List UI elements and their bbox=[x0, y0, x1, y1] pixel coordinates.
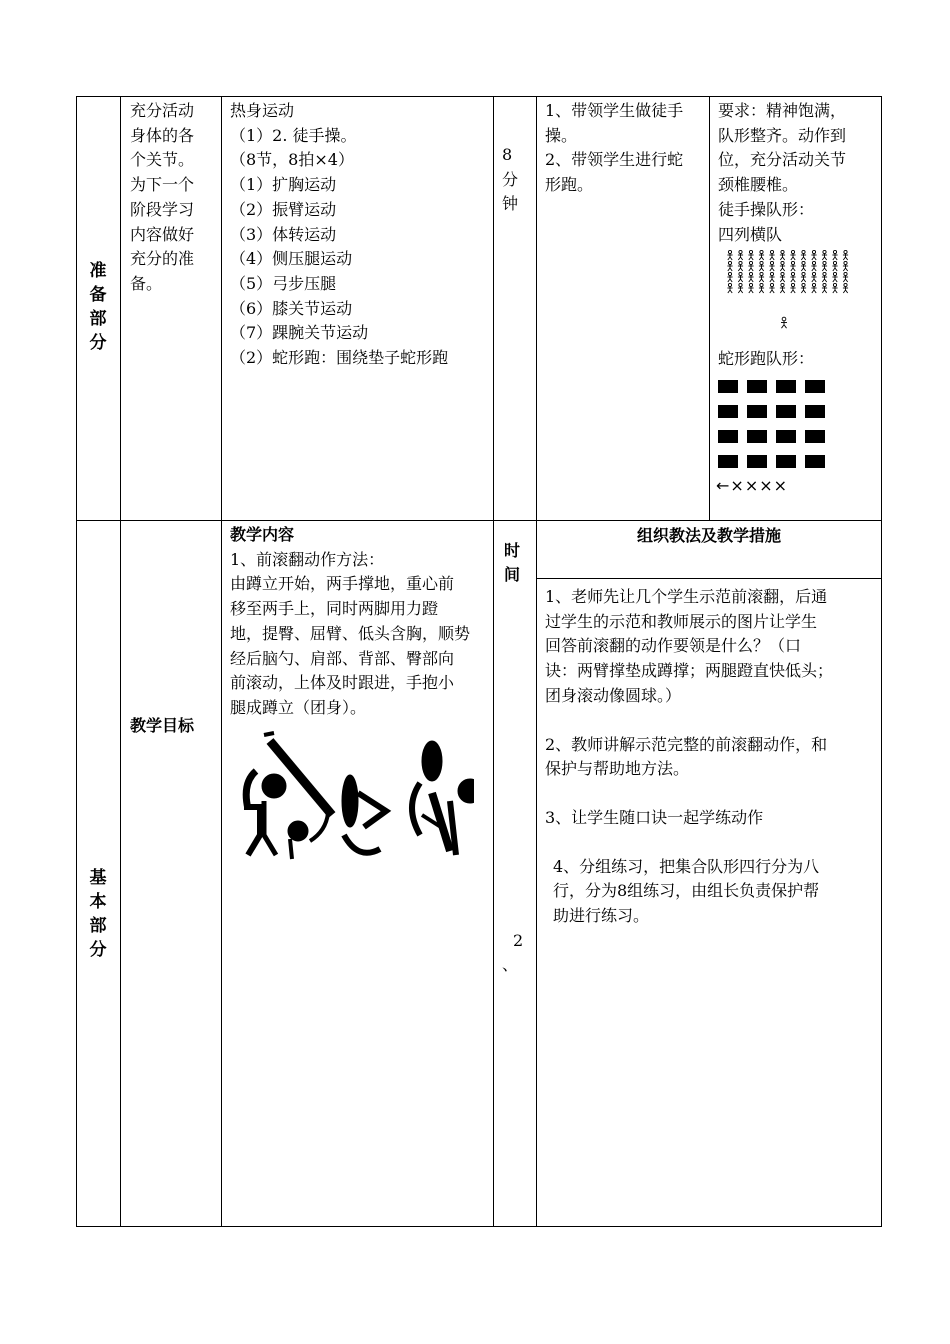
forward-roll-illustration bbox=[234, 731, 474, 866]
time-value: 2 bbox=[513, 931, 524, 950]
student-figure-icon bbox=[822, 272, 827, 282]
content-line: 移至两手上，同时两脚用力蹬 bbox=[230, 599, 439, 619]
student-figure-icon bbox=[769, 272, 774, 282]
prep-time-cell bbox=[493, 96, 537, 521]
mat-square bbox=[718, 455, 738, 468]
student-figure-icon bbox=[781, 317, 787, 328]
method-step-4 bbox=[545, 855, 881, 929]
student-figure-icon bbox=[748, 272, 753, 282]
student-figure-icon bbox=[748, 283, 753, 293]
method-line: 诀：两臂撑垫成蹲撑；两腿蹬直快低头； bbox=[545, 661, 834, 681]
student-figure-icon bbox=[811, 250, 816, 260]
prep-goal-line: 为下一个 bbox=[130, 175, 195, 195]
basic-label-char: 基 bbox=[89, 868, 107, 888]
student-figure-icon bbox=[769, 261, 774, 271]
prep-req-line: 要求：精神饱满， bbox=[718, 101, 847, 120]
student-figure-icon bbox=[843, 283, 848, 293]
student-figure-icon bbox=[759, 283, 764, 293]
mat-square bbox=[805, 430, 825, 443]
prep-content-line: （4）侧压腿运动 bbox=[230, 249, 353, 269]
prep-time-line: 钟 bbox=[502, 194, 519, 214]
basic-method-cell bbox=[536, 578, 882, 1227]
student-figure-icon bbox=[780, 272, 785, 282]
prep-goal-line: 阶段学习 bbox=[130, 199, 195, 219]
prep-content-line: （1）扩胸运动 bbox=[230, 175, 337, 195]
mat-square bbox=[747, 455, 767, 468]
roll-figure-crouch bbox=[244, 771, 286, 855]
formation-diagram bbox=[724, 249, 864, 339]
student-figure-icon bbox=[769, 283, 774, 293]
prep-label-cell bbox=[76, 96, 121, 521]
snake-route-marks: ←×××× bbox=[716, 476, 789, 495]
content-line: 前滚动，上体及时跟进，手抱小 bbox=[230, 673, 455, 693]
mat-square bbox=[805, 380, 825, 393]
prep-label-char: 备 bbox=[89, 285, 107, 305]
student-figure-icon bbox=[832, 261, 837, 271]
prep-time-line: 分 bbox=[502, 169, 519, 189]
mat-square bbox=[718, 380, 738, 393]
goal-heading: 教学目标 bbox=[130, 716, 195, 735]
student-figure-icon bbox=[832, 283, 837, 293]
basic-time-cell bbox=[493, 520, 537, 1227]
mat-square bbox=[718, 405, 738, 418]
prep-goal-line: 备。 bbox=[130, 273, 163, 293]
method-line: 保护与帮助地方法。 bbox=[545, 759, 690, 779]
basic-label-char: 分 bbox=[89, 940, 107, 960]
student-figure-icon bbox=[759, 272, 764, 282]
student-figure-icon bbox=[832, 272, 837, 282]
prep-label-char: 部 bbox=[89, 309, 107, 329]
method-line: 3、让学生随口诀一起学练动作 bbox=[545, 807, 764, 827]
method-line: 行，分为8组练习，由组长负责保护帮 bbox=[553, 881, 820, 901]
prep-content-cell bbox=[221, 96, 494, 521]
prep-content-line: （2）蛇形跑：围绕垫子蛇形跑 bbox=[230, 348, 449, 368]
basic-content-cell bbox=[221, 520, 494, 1227]
student-figure-icon bbox=[769, 250, 774, 260]
student-figure-icon bbox=[780, 261, 785, 271]
content-line: 腿成蹲立（团身）。 bbox=[230, 697, 367, 717]
basic-label-cell bbox=[76, 520, 121, 1227]
prep-method-line: 2、带领学生进行蛇 bbox=[545, 150, 684, 170]
prep-goal-line: 内容做好 bbox=[130, 224, 195, 244]
student-figure-icon bbox=[780, 250, 785, 260]
method-step-3 bbox=[545, 806, 881, 831]
method-step-1 bbox=[545, 585, 881, 709]
prep-label-char: 分 bbox=[89, 333, 107, 353]
content-line: 地，提臀、屈臂、低头含胸，顺势 bbox=[230, 623, 471, 643]
prep-req-line: 四列横队 bbox=[718, 224, 783, 244]
student-figure-icon bbox=[811, 261, 816, 271]
student-figure-icon bbox=[822, 283, 827, 293]
basic-label bbox=[77, 866, 119, 962]
content-line: 由蹲立开始，两手撑地，重心前 bbox=[230, 574, 455, 594]
prep-content-line: （3）体转运动 bbox=[230, 224, 337, 244]
basic-label-char: 部 bbox=[89, 916, 107, 936]
student-figure-icon bbox=[738, 283, 743, 293]
method-line: 1、老师先让几个学生示范前滚翻，后通 bbox=[545, 587, 828, 606]
student-figure-icon bbox=[790, 283, 795, 293]
prep-method-cell bbox=[536, 96, 710, 521]
mat-square bbox=[776, 380, 796, 393]
roll-figure-roll bbox=[342, 775, 386, 853]
student-figure-icon bbox=[727, 250, 732, 260]
student-figure-icon bbox=[738, 261, 743, 271]
time-heading bbox=[504, 539, 520, 587]
prep-req-line: 颈椎腰椎。 bbox=[718, 175, 799, 195]
basic-method-header-cell bbox=[536, 520, 882, 579]
prep-content-line: （5）弓步压腿 bbox=[230, 273, 337, 293]
student-figure-icon bbox=[822, 261, 827, 271]
student-figure-icon bbox=[790, 250, 795, 260]
student-figure-icon bbox=[790, 261, 795, 271]
student-figure-icon bbox=[759, 250, 764, 260]
student-figure-icon bbox=[801, 261, 806, 271]
student-figure-icon bbox=[748, 250, 753, 260]
method-heading: 组织教法及教学措施 bbox=[636, 526, 781, 545]
student-figure-icon bbox=[801, 250, 806, 260]
prep-label bbox=[77, 259, 119, 355]
method-line: 回答前滚翻的动作要领是什么？（口 bbox=[545, 636, 802, 656]
time-heading-char: 间 bbox=[504, 565, 521, 584]
prep-method-line: 1、带领学生做徒手 bbox=[545, 101, 684, 120]
time-mark: 、 bbox=[502, 955, 519, 974]
mat-square bbox=[718, 430, 738, 443]
mat-square bbox=[747, 405, 767, 418]
prep-method-line: 操。 bbox=[545, 125, 578, 145]
mat-square bbox=[747, 380, 767, 393]
mat-square bbox=[747, 430, 767, 443]
method-line: 2、教师讲解示范完整的前滚翻动作，和 bbox=[545, 734, 828, 754]
method-line: 团身滚动像圆球。） bbox=[545, 685, 682, 705]
student-figure-icon bbox=[843, 261, 848, 271]
student-figure-icon bbox=[832, 250, 837, 260]
prep-goal-cell bbox=[120, 96, 222, 521]
prep-time-line: 8 bbox=[502, 145, 513, 164]
student-figure-icon bbox=[727, 272, 732, 282]
student-figure-icon bbox=[748, 261, 753, 271]
prep-content-line: （8节，8拍×4） bbox=[230, 150, 354, 170]
prep-label-char: 准 bbox=[89, 261, 107, 281]
prep-content-line: （2）振臂运动 bbox=[230, 199, 337, 219]
mat-square bbox=[776, 405, 796, 418]
student-figure-icon bbox=[780, 283, 785, 293]
mat-square bbox=[776, 455, 796, 468]
content-line: 1、前滚翻动作方法： bbox=[230, 549, 385, 569]
prep-content-line: （1）2. 徒手操。 bbox=[230, 125, 357, 145]
method-line: 助进行练习。 bbox=[553, 906, 650, 926]
prep-method-line: 形跑。 bbox=[545, 175, 594, 195]
time-heading-char: 时 bbox=[504, 541, 521, 560]
student-figure-icon bbox=[738, 272, 743, 282]
student-figure-icon bbox=[759, 261, 764, 271]
student-figure-icon bbox=[801, 283, 806, 293]
snake-formation-diagram bbox=[716, 380, 838, 495]
student-figure-icon bbox=[738, 250, 743, 260]
student-figure-icon bbox=[822, 250, 827, 260]
student-figure-icon bbox=[811, 272, 816, 282]
roll-figure-tuck bbox=[412, 741, 474, 855]
student-figure-icon bbox=[811, 283, 816, 293]
prep-req-line: 队形整齐。动作到 bbox=[718, 125, 847, 145]
prep-goal-line: 个关节。 bbox=[130, 150, 195, 170]
student-figure-icon bbox=[790, 272, 795, 282]
student-figure-icon bbox=[727, 261, 732, 271]
prep-content-line: （6）膝关节运动 bbox=[230, 298, 353, 318]
mat-square bbox=[776, 430, 796, 443]
student-figure-icon bbox=[801, 272, 806, 282]
prep-goal-line: 身体的各 bbox=[130, 125, 195, 145]
prep-req-cell bbox=[709, 96, 882, 521]
prep-req-line: 位，充分活动关节 bbox=[718, 150, 847, 170]
prep-content-line: 热身运动 bbox=[230, 101, 295, 120]
student-figure-icon bbox=[843, 250, 848, 260]
method-line: 过学生的示范和教师展示的图片让学生 bbox=[545, 611, 818, 631]
content-heading: 教学内容 bbox=[230, 525, 295, 544]
mat-square bbox=[805, 455, 825, 468]
method-line: 4、分组练习，把集合队形四行分为八 bbox=[553, 856, 820, 876]
student-figure-icon bbox=[843, 272, 848, 282]
mat-square bbox=[805, 405, 825, 418]
basic-goal-cell bbox=[120, 520, 222, 1227]
prep-req-line: 徒手操队形： bbox=[718, 199, 815, 219]
prep-goal-line: 充分活动 bbox=[130, 101, 195, 120]
snake-formation-label: 蛇形跑队形： bbox=[718, 349, 815, 368]
basic-label-char: 本 bbox=[89, 892, 107, 912]
student-figure-icon bbox=[727, 283, 732, 293]
lesson-table bbox=[76, 96, 882, 1227]
content-line: 经后脑勺、肩部、背部、臀部向 bbox=[230, 648, 455, 668]
prep-content-line: （7）踝腕关节运动 bbox=[230, 323, 369, 343]
method-step-2 bbox=[545, 733, 881, 782]
prep-goal-line: 充分的准 bbox=[130, 249, 195, 269]
